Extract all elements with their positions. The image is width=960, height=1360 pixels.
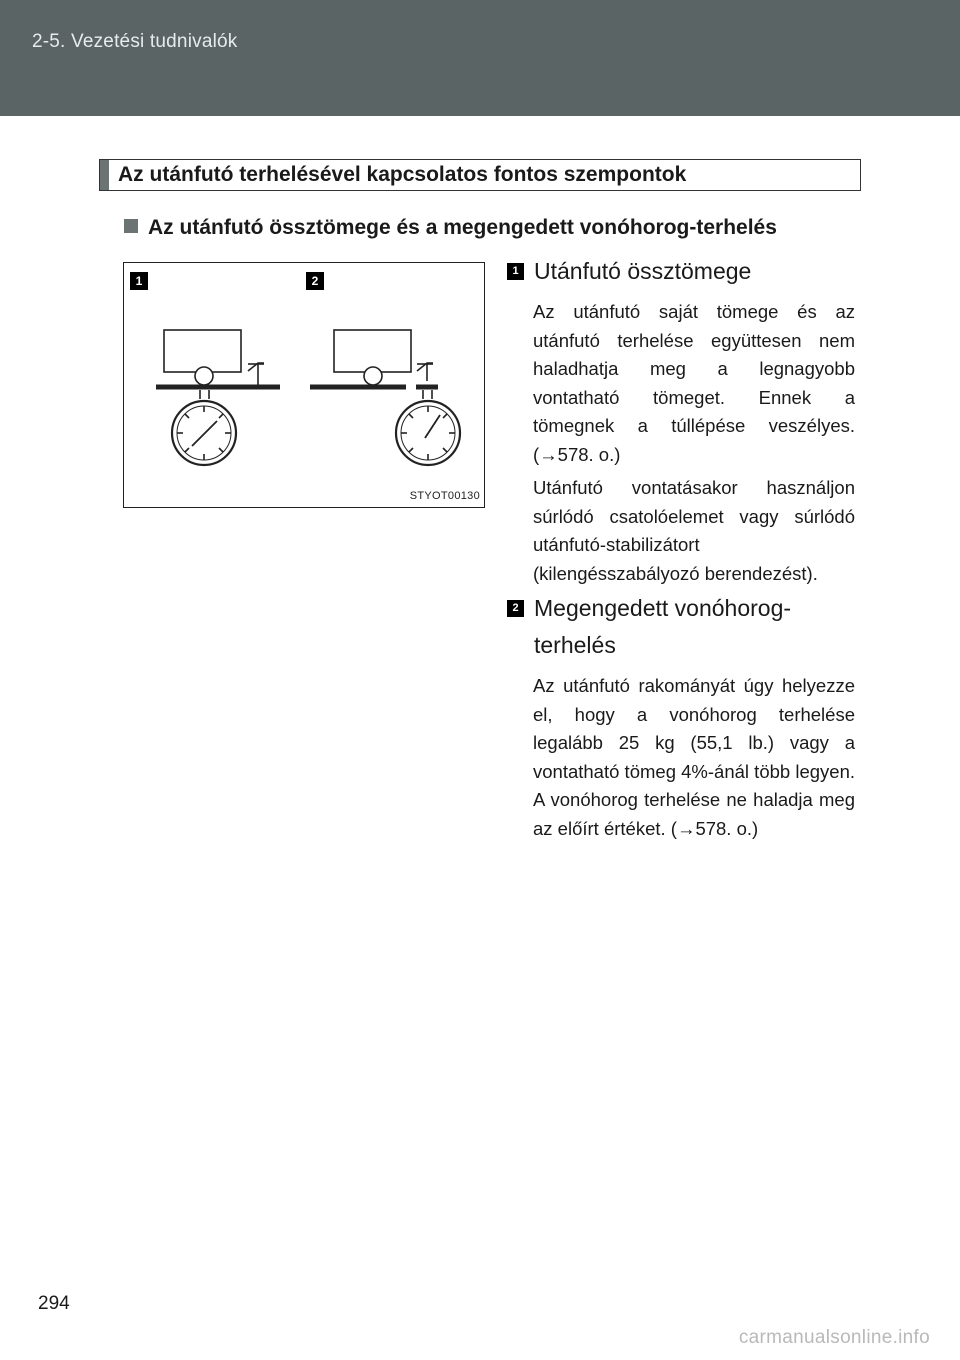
section-title-box [99,159,861,191]
figure-badge-1: 1 [130,272,148,290]
trailer-wheel-2 [364,367,382,385]
item-1-paragraph-2: Utánfutó vontatásakor használjon súrlódó csatolóelemet vagy súrlódó utánfutó-stabilizátort (kilengésszabályozó berendezést). [533,477,855,584]
page-number: 294 [38,1293,70,1314]
trailer-scale-diagram [124,263,484,507]
header-band [0,0,960,116]
trailer-body-2 [334,330,411,372]
item-1-heading-text: Utánfutó össztömege [534,258,752,284]
scale-needle-1 [192,421,217,446]
square-bullet-icon [124,219,138,233]
chapter-title: 2-5. Vezetési tudnivalók [32,31,238,52]
trailer-wheel-1 [195,367,213,385]
item-2-heading-text: Megengedett vonóhorog-terhelés [534,595,792,658]
figure-code: STYOT00130 [409,490,480,502]
item-1-paragraph-1: Az utánfutó saját tömege és az utánfutó terhelése együttesen nem haladhatja meg a legnagyobb vontatható tömeget. Ennek a tömegnek a túllépése veszélyes. (→578. o.) [533,301,855,465]
figure-trailer-scales [123,262,485,508]
item-2-badge: 2 [507,600,524,617]
subheading [124,216,777,240]
trailer-body-1 [164,330,241,372]
watermark: carmanualsonline.info [738,1327,930,1348]
section-title-bar [100,160,109,190]
figure-badge-2: 2 [306,272,324,290]
scale-needle-2 [425,415,440,438]
section-title: Az utánfutó terhelésével kapcsolatos fontos szempontok [118,163,687,186]
subheading-text: Az utánfutó össztömege és a megengedett vonóhorog-terhelés [148,216,777,239]
item-1-badge: 1 [507,263,524,280]
item-2-paragraph-1: Az utánfutó rakományát úgy helyezze el, hogy a vonóhorog terhelése legalább 25 kg (55,1 lb.) vagy a vontatható tömeg 4%-ánál több legyen. A vonóhorog terhelése ne haladja meg az előírt értéket. (→578. o.) [533,675,855,839]
